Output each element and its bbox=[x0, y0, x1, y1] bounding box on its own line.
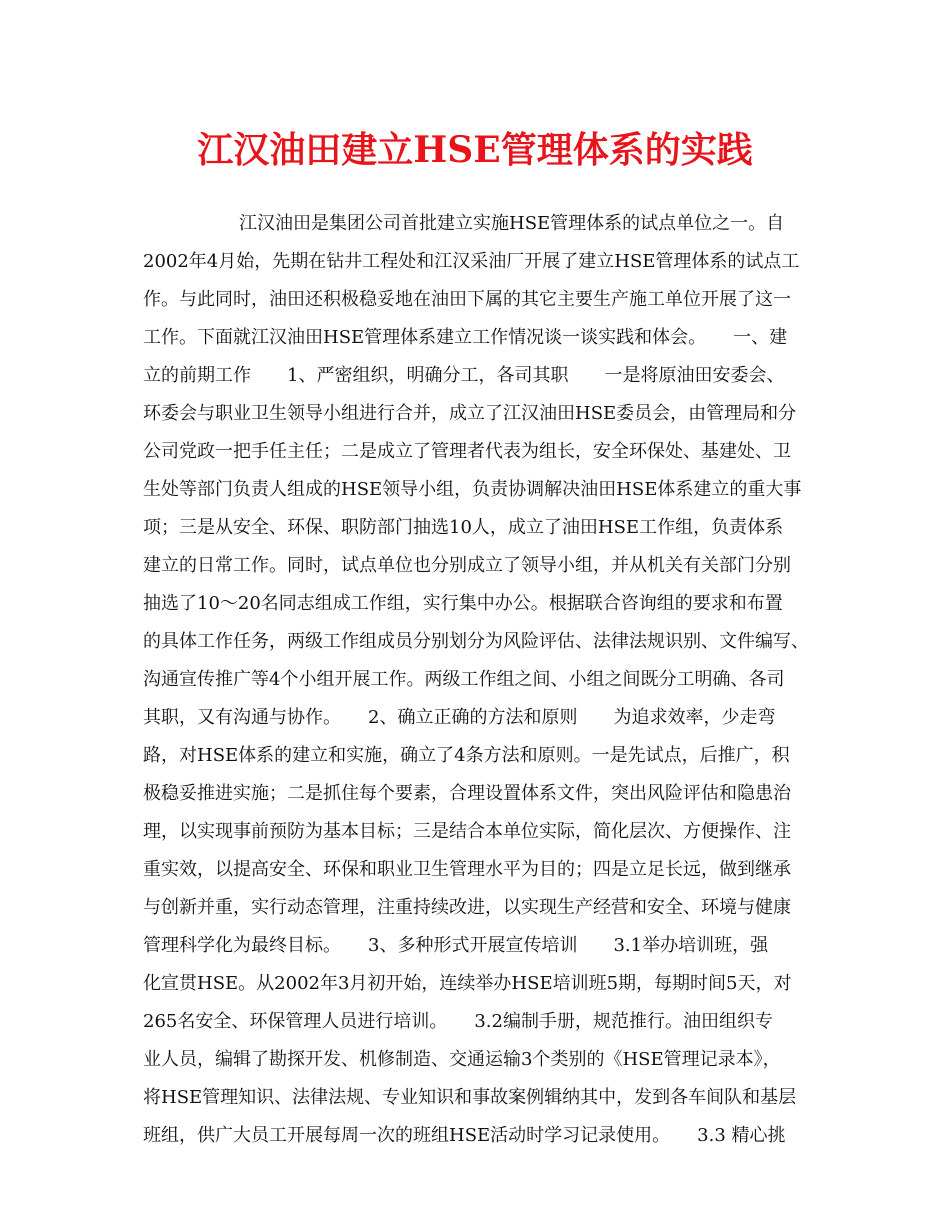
body-line: 的具体工作任务，两级工作组成员分别划分为风险评估、法律法规识别、文件编写、 bbox=[143, 631, 809, 652]
document-title: 江汉油田建立HSE管理体系的实践 bbox=[197, 129, 753, 171]
body-line: 其职，又有沟通与协作。 2、确立正确的方法和原则 为追求效率，少走弯 bbox=[143, 707, 776, 728]
body-line: 环委会与职业卫生领导小组进行合并，成立了江汉油田HSE委员会，由管理局和分 bbox=[143, 403, 797, 424]
body-line: 业人员，编辑了勘探开发、机修制造、交通运输3个类别的《HSE管理记录本》， bbox=[143, 1049, 781, 1070]
body-line: 路，对HSE体系的建立和实施，确立了4条方法和原则。一是先试点，后推广，积 bbox=[143, 745, 790, 766]
body-line: 重实效，以提高安全、环保和职业卫生管理水平为目的；四是立足长远，做到继承 bbox=[143, 859, 791, 880]
body-line: 作。与此同时，油田还积极稳妥地在油田下属的其它主要生产施工单位开展了这一 bbox=[143, 289, 791, 310]
body-line: 抽选了10～20名同志组成工作组，实行集中办公。根据联合咨询组的要求和布置 bbox=[143, 593, 783, 614]
body-line: 与创新并重，实行动态管理，注重持续改进，以实现生产经营和安全、环境与健康 bbox=[143, 897, 791, 918]
body-line: 化宣贯HSE。从2002年3月初开始，连续举办HSE培训班5期，每期时间5天，对 bbox=[143, 973, 792, 994]
body-line: 管理科学化为最终目标。 3、多种形式开展宣传培训 3.1举办培训班，强 bbox=[143, 935, 769, 956]
body-line: 极稳妥推进实施；二是抓住每个要素，合理设置体系文件，突出风险评估和隐患治 bbox=[143, 783, 791, 804]
body-line: 班组，供广大员工开展每周一次的班组HSE活动时学习记录使用。 3.3 精心挑 bbox=[143, 1125, 786, 1146]
body-line: 理，以实现事前预防为基本目标；三是结合本单位实际，简化层次、方便操作、注 bbox=[143, 821, 791, 842]
body-line: 沟通宣传推广等4个小组开展工作。两级工作组之间、小组之间既分工明确、各司 bbox=[143, 669, 785, 690]
body-line: 项；三是从安全、环保、职防部门抽选10人，成立了油田HSE工作组，负责体系 bbox=[143, 517, 784, 538]
body-line: 生处等部门负责人组成的HSE领导小组，负责协调解决油田HSE体系建立的重大事 bbox=[143, 479, 802, 500]
body-line: 工作。下面就江汉油田HSE管理体系建立工作情况谈一谈实践和体会。 一、建 bbox=[143, 327, 788, 348]
body-line: 2002年4月始，先期在钻井工程处和江汉采油厂开展了建立HSE管理体系的试点工 bbox=[143, 251, 800, 272]
body-line: 江汉油田是集团公司首批建立实施HSE管理体系的试点单位之一。自 bbox=[239, 213, 785, 234]
body-line: 建立的日常工作。同时，试点单位也分别成立了领导小组，并从机关有关部门分别 bbox=[143, 555, 791, 576]
body-line: 265名安全、环保管理人员进行培训。 3.2编制手册，规范推行。油田组织专 bbox=[143, 1011, 773, 1032]
body-line: 将HSE管理知识、法律法规、专业知识和事故案例辑纳其中，发到各车间队和基层 bbox=[143, 1087, 797, 1108]
body-line: 立的前期工作 1、严密组织，明确分工，各司其职 一是将原油田安委会、 bbox=[143, 365, 785, 386]
body-line: 公司党政一把手任主任；二是成立了管理者代表为组长，安全环保处、基建处、卫 bbox=[143, 441, 791, 462]
document-body bbox=[143, 205, 823, 1155]
